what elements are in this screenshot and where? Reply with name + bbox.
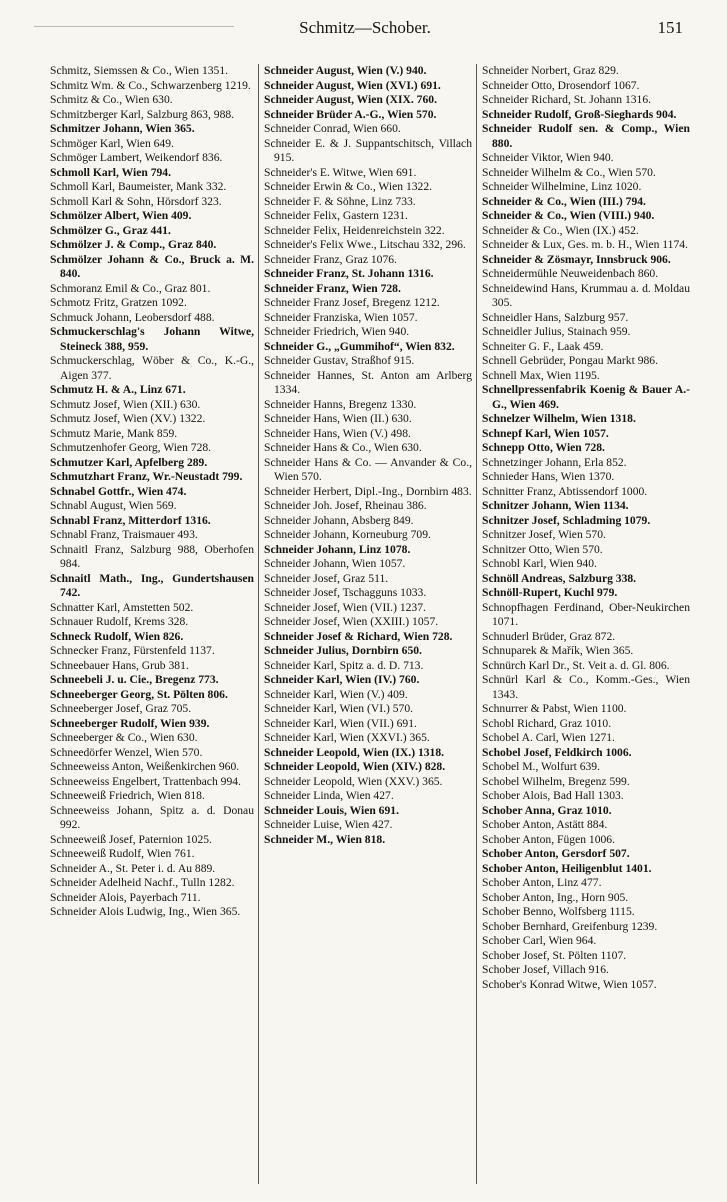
directory-entry: Schneider Hans & Co. — Anvander & Co., Wien 570. <box>264 455 472 483</box>
directory-entry: Schober Josef, St. Pölten 1107. <box>482 948 627 962</box>
directory-entry: Schmitzberger Karl, Salzburg 863, 988. <box>50 107 235 121</box>
directory-entry: Schmuckerschlag, Wöber & Co., K.-G., Aigen 377. <box>50 354 254 382</box>
directory-entry: Schmölzer Albert, Wien 409. <box>50 209 192 222</box>
directory-entry: Schneider Herbert, Dipl.-Ing., Dornbirn 483. <box>264 484 472 498</box>
directory-entry: Schneider Norbert, Graz 829. <box>482 64 619 77</box>
directory-entry: Schneider Luise, Wien 427. <box>264 818 393 831</box>
directory-entry: Schneider Wilhelmine, Linz 1020. <box>482 180 642 193</box>
directory-entry: Schober Josef, Villach 916. <box>482 963 609 976</box>
column-divider <box>258 64 259 1184</box>
directory-entry: Schneider Franz, St. Johann 1316. <box>264 267 434 280</box>
directory-entry: Schneider Johann, Absberg 849. <box>264 513 414 527</box>
column-1 <box>50 64 254 1192</box>
directory-entry: Schneider & Lux, Ges. m. b. H., Wien 1174. <box>482 238 688 251</box>
directory-entry: Schnürch Karl Dr., St. Veit a. d. Gl. 806. <box>482 658 670 672</box>
directory-entry: Schnurrer & Pabst, Wien 1100. <box>482 702 627 715</box>
directory-entry: Schneider Louis, Wien 691. <box>264 803 399 817</box>
directory-entry: Schneider Hans, Wien (II.) 630. <box>264 412 412 425</box>
directory-entry: Schmitzer Johann, Wien 365. <box>50 122 195 135</box>
directory-entry: Schober Anton, Ing., Horn 905. <box>482 890 629 904</box>
directory-entry: Schmuck Johann, Leobersdorf 488. <box>50 310 215 324</box>
directory-entry: Schmutzhart Franz, Wr.-Neustadt 799. <box>50 470 243 483</box>
directory-entry: Schneidler Hans, Salzburg 957. <box>482 310 629 324</box>
directory-entry: Schneider Karl, Wien (XXVI.) 365. <box>264 731 430 744</box>
header-rule <box>34 26 234 27</box>
directory-entry: Schneebauer Hans, Grub 381. <box>50 658 189 672</box>
directory-entry: Schneider & Co., Wien (IX.) 452. <box>482 223 639 237</box>
directory-entry: Schober's Konrad Witwe, Wien 1057. <box>482 977 657 991</box>
directory-entry: Schnürl Karl & Co., Komm.-Ges., Wien 1343. <box>482 673 690 701</box>
directory-entry: Schneider Franz, Graz 1076. <box>264 252 397 266</box>
directory-entry: Schmotz Fritz, Gratzen 1092. <box>50 296 187 309</box>
directory-entry: Schneider Felix, Gastern 1231. <box>264 209 408 222</box>
directory-entry: Schneider Josef, Wien (XXIII.) 1057. <box>264 615 439 628</box>
directory-entry: Schmitz, Siemssen & Co., Wien 1351. <box>50 64 229 77</box>
directory-entry: Schober Bernhard, Greifenburg 1239. <box>482 919 658 933</box>
directory-entry: Schneider Hanns, Bregenz 1330. <box>264 397 417 411</box>
directory-entry: Schneeberger Josef, Graz 705. <box>50 702 192 715</box>
directory-entry: Schneider Richard, St. Johann 1316. <box>482 93 652 106</box>
directory-entry: Schneeweiß Rudolf, Wien 761. <box>50 847 195 860</box>
directory-entry: Schnitzer Otto, Wien 570. <box>482 542 603 556</box>
directory-entry: Schmoll Karl, Baumeister, Mank 332. <box>50 180 227 193</box>
directory-entry: Schneider Alois, Payerbach 711. <box>50 890 201 904</box>
directory-entry: Schnauer Rudolf, Krems 328. <box>50 615 189 628</box>
page-title: Schmitz—Schober. <box>299 18 431 37</box>
directory-entry: Schmutz H. & A., Linz 671. <box>50 383 186 396</box>
directory-entry: Schnaitl Math., Ing., Gundertshausen 742. <box>50 571 254 599</box>
directory-entry: Schmöger Lambert, Weikendorf 836. <box>50 151 223 164</box>
directory-entry: Schneeweiß Friedrich, Wien 818. <box>50 789 205 802</box>
directory-entry: Schneider Adelheid Nachf., Tulln 1282. <box>50 876 235 889</box>
directory-entry: Schneider E. & J. Suppantschitsch, Villach 915. <box>264 136 472 164</box>
directory-entry: Schmutzer Karl, Apfelberg 289. <box>50 455 208 469</box>
directory-entry: Schmoll Karl, Wien 794. <box>50 165 171 179</box>
directory-entry: Schmitz Wm. & Co., Schwarzenberg 1219. <box>50 78 251 92</box>
directory-entry: Schneider Karl, Wien (V.) 409. <box>264 687 408 701</box>
directory-entry: Schneck Rudolf, Wien 826. <box>50 629 184 643</box>
directory-entry: Schneider Franziska, Wien 1057. <box>264 310 418 324</box>
directory-entry: Schneeweiss Anton, Weißenkirchen 960. <box>50 760 240 773</box>
directory-entry: Schneider Alois Ludwig, Ing., Wien 365. <box>50 905 241 918</box>
directory-entry: Schnabel Gottfr., Wien 474. <box>50 484 187 498</box>
directory-entry: Schmutz Josef, Wien (XV.) 1322. <box>50 412 206 425</box>
directory-entry: Schneider Johann, Wien 1057. <box>264 557 406 570</box>
directory-entry: Schneider Hans & Co., Wien 630. <box>264 441 422 454</box>
directory-entry: Schobel Wilhelm, Bregenz 599. <box>482 774 630 788</box>
directory-entry: Schnöll Andreas, Salzburg 338. <box>482 571 637 585</box>
directory-entry: Schmölzer J. & Comp., Graz 840. <box>50 238 217 251</box>
directory-entry: Schnitzer Josef, Schladming 1079. <box>482 513 651 527</box>
directory-entry: Schmölzer Johann & Co., Bruck a. M. 840. <box>50 252 254 280</box>
directory-entry: Schober Anton, Astätt 884. <box>482 818 608 831</box>
directory-entry: Schmöger Karl, Wien 649. <box>50 136 174 150</box>
directory-entry: Schneider Conrad, Wien 660. <box>264 122 401 135</box>
directory-entry: Schmitz & Co., Wien 630. <box>50 93 173 106</box>
directory-entry: Schnuderl Brüder, Graz 872. <box>482 629 616 643</box>
directory-entry: Schneider August, Wien (XIX. 760. <box>264 93 437 106</box>
directory-entry: Schnepp Otto, Wien 728. <box>482 441 605 454</box>
directory-columns <box>50 64 690 1192</box>
directory-entry: Schobl Richard, Graz 1010. <box>482 716 612 730</box>
directory-entry: Schnellpressenfabrik Koenig & Bauer A.-G., Wien 469. <box>482 383 690 411</box>
directory-entry: Schneider Rudolf sen. & Comp., Wien 880. <box>482 122 690 150</box>
directory-entry: Schneider Leopold, Wien (XIV.) 828. <box>264 760 446 773</box>
directory-entry: Schnobl Karl, Wien 940. <box>482 557 597 570</box>
directory-entry: Schneider & Zösmayr, Innsbruck 906. <box>482 252 671 266</box>
directory-entry: Schober Anton, Heiligenblut 1401. <box>482 861 652 875</box>
directory-entry: Schneider Otto, Drosendorf 1067. <box>482 78 640 92</box>
directory-entry: Schneider Franz Josef, Bregenz 1212. <box>264 296 440 309</box>
directory-entry: Schnell Max, Wien 1195. <box>482 368 600 382</box>
directory-entry: Schneider Erwin & Co., Wien 1322. <box>264 180 433 193</box>
directory-entry: Schneider Josef, Graz 511. <box>264 571 389 585</box>
directory-entry: Schneider Franz, Wien 728. <box>264 281 401 295</box>
directory-entry: Schneider & Co., Wien (VIII.) 940. <box>482 209 655 222</box>
directory-entry: Schneider Gustav, Straßhof 915. <box>264 354 415 367</box>
page-number: 151 <box>657 18 683 37</box>
directory-entry: Schnuparek & Mařík, Wien 365. <box>482 644 634 657</box>
directory-entry: Schneider Rudolf, Groß-Sieghards 904. <box>482 107 677 121</box>
directory-entry: Schober Benno, Wolfsberg 1115. <box>482 905 635 918</box>
directory-entry: Schneider Julius, Dornbirn 650. <box>264 644 422 657</box>
directory-entry: Schnitter Franz, Abtissendorf 1000. <box>482 484 648 498</box>
directory-entry: Schneider F. & Söhne, Linz 733. <box>264 194 416 208</box>
directory-entry: Schneider Viktor, Wien 940. <box>482 151 614 164</box>
directory-entry: Schneider Hannes, St. Anton am Arlberg 1334. <box>264 368 472 396</box>
directory-entry: Schober Alois, Bad Hall 1303. <box>482 789 624 802</box>
directory-entry: Schneeberger Rudolf, Wien 939. <box>50 716 210 730</box>
directory-entry: Schneider & Co., Wien (III.) 794. <box>482 194 646 208</box>
directory-entry: Schneiter G. F., Laak 459. <box>482 339 604 353</box>
directory-entry: Schnabl Franz, Traismauer 493. <box>50 528 198 541</box>
directory-entry: Schneider Joh. Josef, Rheinau 386. <box>264 499 427 512</box>
directory-entry: Schneider Linda, Wien 427. <box>264 789 394 802</box>
directory-entry: Schneider August, Wien (V.) 940. <box>264 64 427 77</box>
directory-entry: Schneider's E. Witwe, Wien 691. <box>264 165 417 179</box>
directory-entry: Schneeberger & Co., Wien 630. <box>50 731 198 744</box>
directory-entry: Schnitzer Josef, Wien 570. <box>482 528 606 541</box>
directory-entry: Schneidermühle Neuweidenbach 860. <box>482 267 659 280</box>
directory-entry: Schneeweiss Johann, Spitz a. d. Donau 992. <box>50 803 254 831</box>
directory-entry: Schneider Hans, Wien (V.) 498. <box>264 426 411 440</box>
column-2 <box>264 64 472 1192</box>
directory-entry: Schneeweiß Josef, Paternion 1025. <box>50 832 212 846</box>
directory-entry: Schneidler Julius, Stainach 959. <box>482 325 631 338</box>
directory-entry: Schober Anton, Linz 477. <box>482 876 602 889</box>
directory-entry: Schobel M., Wolfurt 639. <box>482 760 601 773</box>
directory-entry: Schnopfhagen Ferdinand, Ober-Neukirchen 1071. <box>482 600 690 628</box>
directory-entry: Schneider Josef, Tschagguns 1033. <box>264 586 427 599</box>
directory-entry: Schneider's Felix Wwe., Litschau 332, 296. <box>264 238 466 251</box>
directory-entry: Schnelzer Wilhelm, Wien 1318. <box>482 412 636 425</box>
directory-entry: Schneider Felix, Heidenreichstein 322. <box>264 223 445 237</box>
directory-entry: Schnabl Franz, Mitterdorf 1316. <box>50 513 211 527</box>
directory-entry: Schnatter Karl, Amstetten 502. <box>50 600 194 614</box>
directory-entry: Schobel Josef, Feldkirch 1006. <box>482 745 632 759</box>
column-divider <box>476 64 477 1184</box>
directory-entry: Schober Carl, Wien 964. <box>482 934 597 947</box>
directory-entry: Schneedörfer Wenzel, Wien 570. <box>50 745 203 759</box>
directory-entry: Schmutz Marie, Mank 859. <box>50 426 178 440</box>
directory-entry: Schnell Gebrüder, Pongau Markt 986. <box>482 354 658 367</box>
directory-entry: Schneider Johann, Linz 1078. <box>264 542 411 556</box>
directory-entry: Schnitzer Johann, Wien 1134. <box>482 499 629 512</box>
directory-entry: Schneider Wilhelm & Co., Wien 570. <box>482 165 656 179</box>
directory-entry: Schneider Brüder A.-G., Wien 570. <box>264 107 437 121</box>
directory-entry: Schober Anton, Fügen 1006. <box>482 832 615 846</box>
directory-entry: Schnabl August, Wien 569. <box>50 499 177 512</box>
directory-entry: Schmölzer G., Graz 441. <box>50 223 171 237</box>
directory-entry: Schmutzenhofer Georg, Wien 728. <box>50 441 212 454</box>
directory-entry: Schneider Karl, Wien (IV.) 760. <box>264 673 420 686</box>
column-3 <box>482 64 690 1192</box>
page-header <box>0 18 727 44</box>
directory-entry: Schneeweiss Engelbert, Trattenbach 994. <box>50 774 241 788</box>
directory-entry: Schmoranz Emil & Co., Graz 801. <box>50 281 211 295</box>
directory-entry: Schneider Friedrich, Wien 940. <box>264 325 410 338</box>
directory-entry: Schnepf Karl, Wien 1057. <box>482 426 609 440</box>
directory-entry: Schneider Leopold, Wien (XXV.) 365. <box>264 774 443 788</box>
directory-entry: Schneider Josef, Wien (VII.) 1237. <box>264 600 426 614</box>
directory-entry: Schobel A. Carl, Wien 1271. <box>482 731 615 744</box>
directory-entry: Schneider Karl, Wien (VII.) 691. <box>264 716 417 730</box>
directory-entry: Schneider A., St. Peter i. d. Au 889. <box>50 861 216 875</box>
directory-entry: Schnecker Franz, Fürstenfeld 1137. <box>50 644 215 657</box>
directory-entry: Schober Anton, Gersdorf 507. <box>482 847 630 860</box>
directory-entry: Schneeberger Georg, St. Pölten 806. <box>50 687 228 701</box>
directory-entry: Schnaitl Franz, Salzburg 988, Oberhofen 984. <box>50 542 254 570</box>
directory-entry: Schneebeli J. u. Cie., Bregenz 773. <box>50 673 219 686</box>
directory-entry: Schneider Johann, Korneuburg 709. <box>264 528 431 541</box>
directory-entry: Schneidewind Hans, Krummau a. d. Moldau 305. <box>482 281 690 309</box>
directory-entry: Schnieder Hans, Wien 1370. <box>482 470 615 483</box>
directory-entry: Schmuckerschlag's Johann Witwe, Steineck 388, 959. <box>50 325 254 353</box>
directory-entry: Schneider Leopold, Wien (IX.) 1318. <box>264 745 445 759</box>
directory-entry: Schober Anna, Graz 1010. <box>482 803 612 817</box>
directory-entry: Schnöll-Rupert, Kuchl 979. <box>482 586 618 599</box>
directory-entry: Schneider M., Wien 818. <box>264 832 386 846</box>
directory-entry: Schmoll Karl & Sohn, Hörsdorf 323. <box>50 194 222 208</box>
directory-entry: Schnetzinger Johann, Erla 852. <box>482 455 627 469</box>
directory-entry: Schneider G., „Gummihof“, Wien 832. <box>264 339 455 353</box>
directory-entry: Schneider Karl, Wien (VI.) 570. <box>264 702 414 715</box>
directory-entry: Schneider August, Wien (XVI.) 691. <box>264 78 441 92</box>
directory-entry: Schneider Josef & Richard, Wien 728. <box>264 629 453 643</box>
directory-entry: Schmutz Josef, Wien (XII.) 630. <box>50 397 201 411</box>
directory-entry: Schneider Karl, Spitz a. d. D. 713. <box>264 658 424 672</box>
